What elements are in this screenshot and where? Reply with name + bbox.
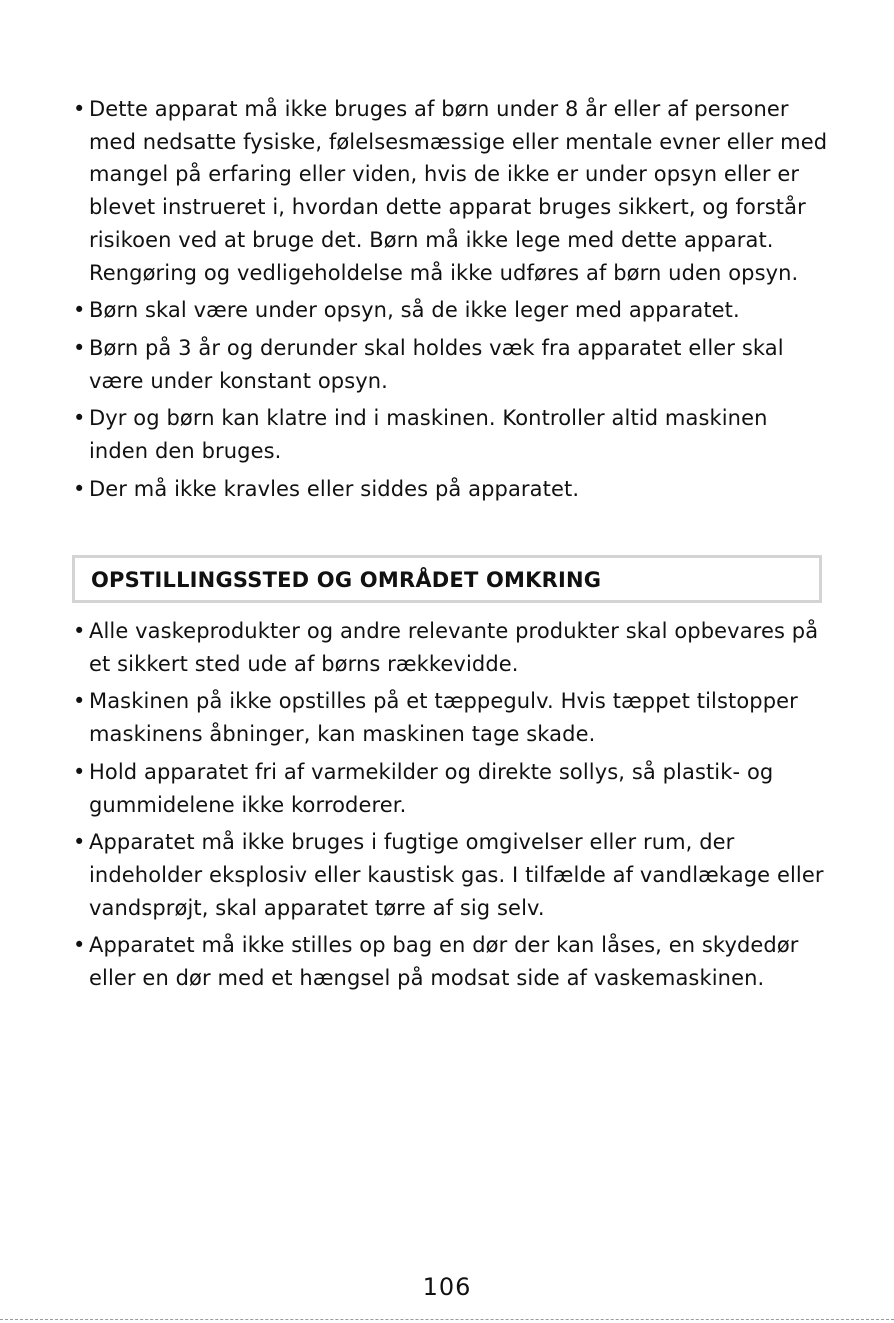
bullet-text: Dyr og børn kan klatre ind i maskinen. Kontroller altid maskinen inden den bruges. (89, 406, 768, 464)
bullet-icon: • (73, 298, 86, 323)
bullet-item (73, 685, 833, 750)
bullet-icon: • (73, 933, 86, 958)
bullet-text: Alle vaskeprodukter og andre relevante produkter skal opbevares på et sikkert sted ude af børns rækkevidde. (89, 619, 819, 676)
bullet-icon: • (73, 830, 86, 855)
bullet-text: Apparatet må ikke bruges i fugtige omgivelser eller rum, der indeholder eksplosiv eller kaustisk gas. I tilfælde af vandlækage eller vandsprøjt, skal apparatet tørre af sig selv. (89, 830, 824, 920)
bullet-text: Dette apparat må ikke bruges af børn under 8 år eller af personer med nedsatte fysiske, følelsesmæssige eller mentale evner eller med mangel på erfaring eller viden, hvis de ikke er under opsyn eller er blevet instrueret i, hvordan dette apparat bruges sikkert, og forstår risikoen ved at bruge det. Børn må ikke lege med dette apparat. Rengøring og vedligeholdelse må ikke udføres af børn uden opsyn. (89, 97, 828, 285)
bullet-icon: • (73, 406, 86, 431)
section-heading-box (72, 555, 822, 603)
bullet-item (73, 93, 833, 289)
bullet-item (73, 929, 833, 994)
bullet-icon: • (73, 689, 86, 714)
bullet-icon: • (73, 619, 86, 643)
bullet-icon: • (73, 476, 86, 501)
placement-bullet-list (73, 615, 833, 1000)
bullet-text: Hold apparatet fri af varmekilder og direkte sollys, så plastik- og gummidelene ikke korroderer. (89, 759, 774, 817)
bullet-item (73, 402, 833, 467)
bullet-item (73, 615, 833, 680)
page-bottom-divider (0, 1319, 894, 1320)
bullet-item (73, 756, 833, 821)
bullet-item (73, 473, 833, 506)
bullet-text: Der må ikke kravles eller siddes på apparatet. (89, 476, 580, 501)
section-title: OPSTILLINGSSTED OG OMRÅDET OMKRING (91, 568, 602, 592)
bullet-item (73, 294, 833, 327)
bullet-text: Børn skal være under opsyn, så de ikke leger med apparatet. (89, 298, 740, 323)
bullet-icon: • (73, 335, 86, 360)
bullet-text: Maskinen på ikke opstilles på et tæppegulv. Hvis tæppet tilstopper maskinens åbninger, kan maskinen tage skade. (89, 689, 798, 747)
bullet-icon: • (73, 97, 86, 121)
safety-bullet-list (73, 93, 833, 510)
bullet-item (73, 826, 833, 924)
bullet-text: Børn på 3 år og derunder skal holdes væk fra apparatet eller skal være under konstant opsyn. (89, 335, 784, 393)
bullet-text: Apparatet må ikke stilles op bag en dør der kan låses, en skydedør eller en dør med et hængsel på modsat side af vaskemaskinen. (89, 933, 799, 991)
bullet-icon: • (73, 759, 86, 784)
page-number: 106 (422, 1273, 472, 1301)
bullet-item (73, 332, 833, 397)
